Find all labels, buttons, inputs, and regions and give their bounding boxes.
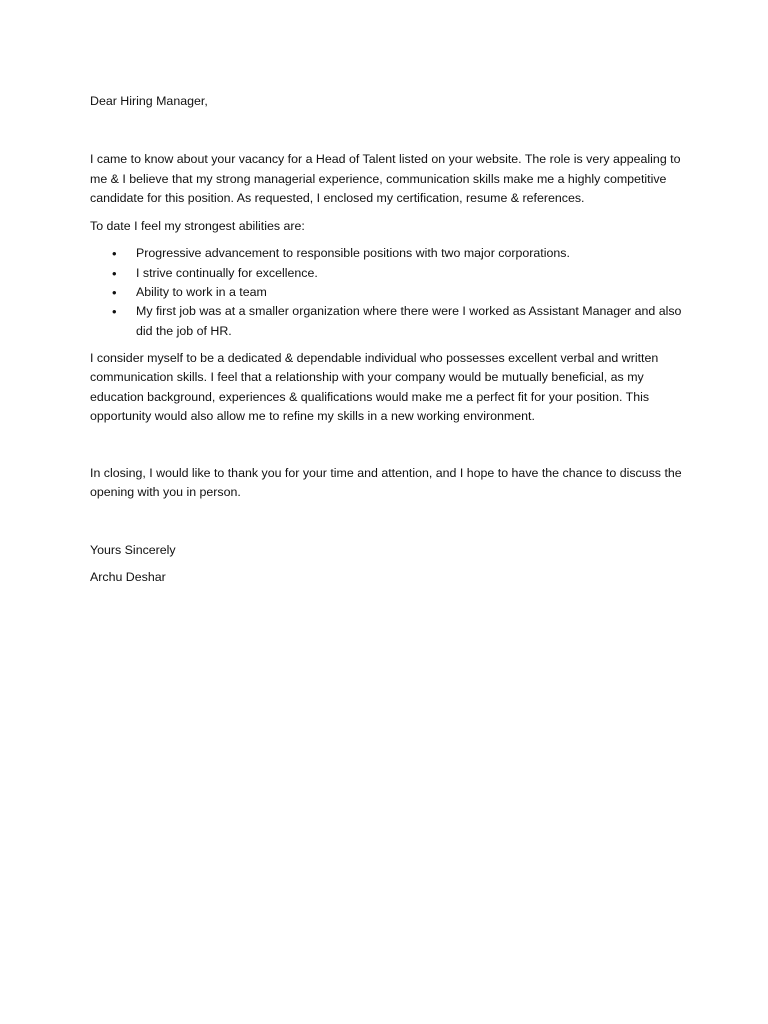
letter-body — [90, 92, 690, 587]
list-item-text: My first job was at a smaller organization where there were I worked as Assistant Manager and also did the job of HR. — [136, 304, 682, 338]
list-item — [90, 302, 690, 341]
bullet-icon: • — [112, 285, 117, 301]
abilities-list — [90, 244, 690, 340]
bullet-icon: • — [112, 246, 117, 262]
salutation: Dear Hiring Manager, — [90, 94, 208, 108]
list-item-text: Ability to work in a team — [136, 285, 267, 300]
list-item-text: Progressive advancement to responsible positions with two major corporations. — [136, 246, 570, 261]
bullet-icon: • — [112, 265, 117, 281]
paragraph-intro: I came to know about your vacancy for a Head of Talent listed on your website. The role is very appealing to me & I believe that my strong managerial experience, communication skills make me a highly competitive candidate for this position. As requested, I enclosed my certification, resume & references. — [90, 152, 681, 205]
list-item — [90, 244, 690, 263]
list-item — [90, 264, 690, 283]
list-item-text: I strive continually for excellence. — [136, 265, 318, 280]
bullet-icon: • — [112, 304, 117, 320]
list-item — [90, 283, 690, 302]
closing-line: Yours Sincerely — [90, 542, 176, 557]
abilities-intro: To date I feel my strongest abilities are: — [90, 219, 305, 234]
paragraph-qualifications: I consider myself to be a dedicated & dependable individual who possesses excellent verbal and written communication skills. I feel that a relationship with your company would be mutually beneficial, as my education background, experiences & qualifications would make me a perfect fit for your position. This opportunity would also allow me to refine my skills in a new working environment. — [90, 350, 659, 423]
signature-name: Archu Deshar — [90, 570, 166, 585]
paragraph-closing: In closing, I would like to thank you for your time and attention, and I hope to have the chance to discuss the opening with you in person. — [90, 466, 682, 500]
